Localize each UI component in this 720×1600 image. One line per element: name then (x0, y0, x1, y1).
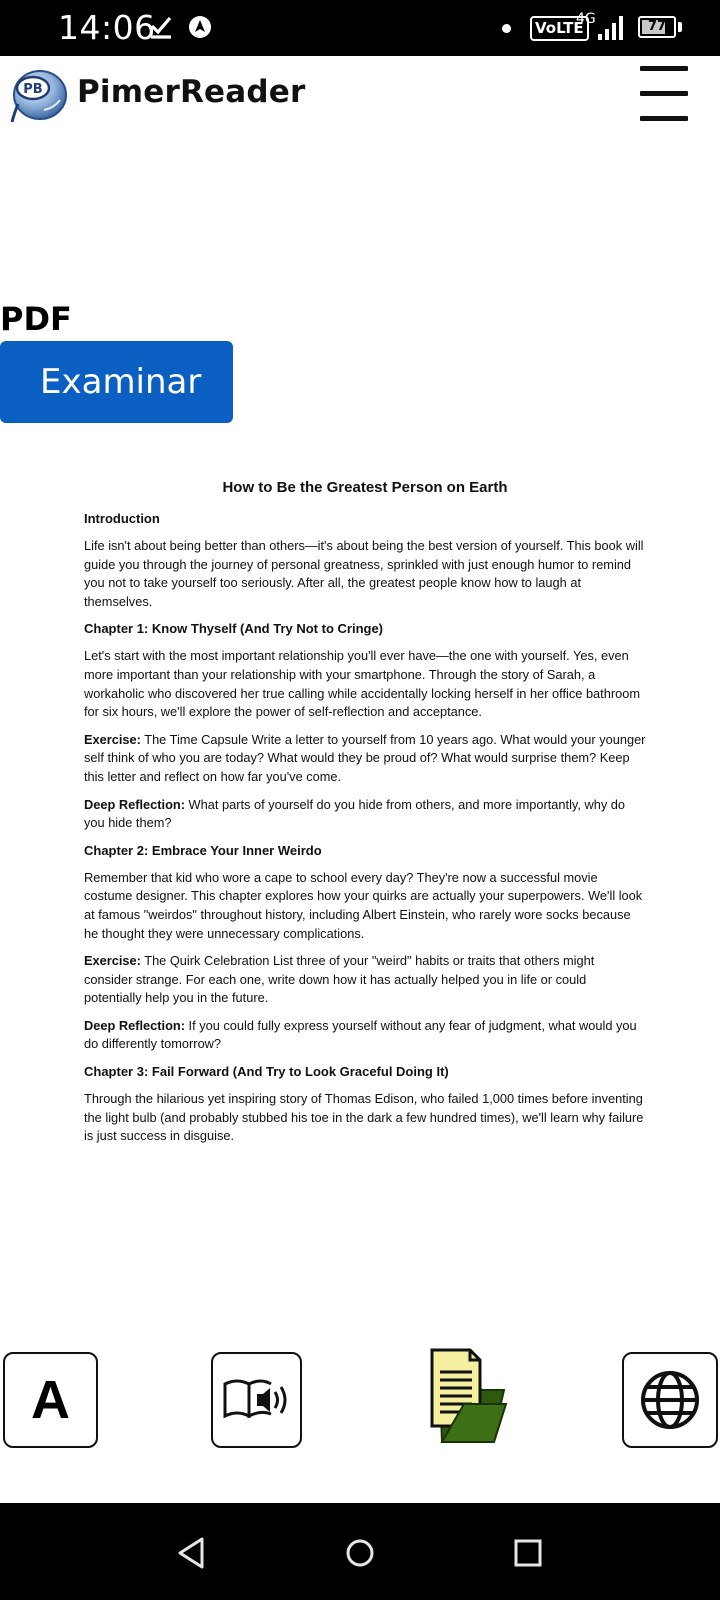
audiobook-icon (213, 1354, 304, 1446)
section-heading: Chapter 1: Know Thyself (And Try Not to Cringe) (84, 621, 384, 637)
paragraph: Life isn't about being better than others—it's about being the best version of yourself. This book will guide you through the journey of personal greatness, sprinkled with just enough humor to remind you not to take yourself too seriously. After all, the greatest people know how to laugh at themselves. (84, 538, 644, 609)
pdf-label: PDF (0, 300, 72, 338)
app-name: PimerReader (77, 74, 306, 110)
battery-level: 77 (647, 19, 667, 34)
battery-cap (678, 22, 682, 32)
battery-icon (638, 16, 676, 38)
exercise-label: Exercise: (84, 953, 141, 969)
system-navigation-bar (0, 1503, 720, 1600)
menu-icon (640, 66, 688, 71)
section-heading: Chapter 3: Fail Forward (And Try to Look Graceful Doing It) (84, 1064, 449, 1080)
back-icon[interactable] (172, 1533, 212, 1573)
notification-dot (502, 24, 511, 33)
status-time: 14:06 (58, 8, 156, 47)
menu-icon-bar (640, 91, 688, 96)
reflection-paragraph (84, 1017, 646, 1054)
menu-icon-bar (640, 116, 688, 121)
exercise-text: The Time Capsule Write a letter to yourself from 10 years ago. What would your younger self think of who you are today? What would they be proud of? What would surprise them? Keep this letter and reflect on how far you've come. (84, 731, 646, 784)
paragraph: Through the hilarious yet inspiring story of Thomas Edison, who failed 1,000 times before inventing the light bulb (and probably stubbed his toe in the dark a few hundred times), we'll learn why failure is just success in disguise. (84, 1091, 644, 1144)
reflection-text: What parts of yourself do you hide from others, and more importantly, why do you hide them? (84, 796, 626, 831)
font-icon: A (31, 1370, 70, 1430)
reflection-label: Deep Reflection: (84, 1017, 185, 1033)
browse-button[interactable]: Examinar (0, 341, 233, 423)
paragraph: Let's start with the most important relationship you'll ever have—the one with yourself. Yes, even more important than your relationship with your smartphone. Through the story of Sarah, a workaholic who discovered her true calling while accidentally locking herself in her office bathroom for six hours, we'll explore the power of self-reflection and acceptance. (84, 648, 641, 720)
navigation-icon (187, 14, 213, 40)
home-icon[interactable] (340, 1533, 380, 1573)
section-heading: Introduction (84, 511, 160, 526)
download-complete-icon (148, 14, 174, 40)
section-heading: Chapter 2: Embrace Your Inner Weirdo (84, 842, 322, 858)
exercise-paragraph (84, 952, 646, 1008)
document-title: How to Be the Greatest Person on Earth (222, 479, 508, 496)
read-aloud-button[interactable] (211, 1352, 302, 1448)
paragraph: Remember that kid who wore a cape to school every day? They're now a successful movie costume designer. This chapter explores how your quirks are actually your superpowers. We'll look at famous "weirdos" throughout history, including Albert Einstein, who rarely wore socks because he thought they were unnecessary complications. (84, 869, 643, 941)
exercise-text: The Quirk Celebration List three of your "weird" habits or traits that others might consider strange. For each one, write down how it has actually helped you in life or could potentially help you in the future. (84, 953, 595, 1006)
app-logo-icon (8, 64, 68, 124)
menu-button[interactable] (636, 62, 692, 126)
exercise-paragraph (84, 731, 646, 787)
reflection-label: Deep Reflection: (84, 796, 185, 812)
status-bar (0, 0, 720, 56)
reflection-text: If you could fully express yourself without any fear of judgment, what would you do differently tomorrow? (84, 1017, 637, 1052)
signal-icon (598, 16, 626, 40)
font-size-button[interactable] (3, 1352, 98, 1448)
logo-text: PB (23, 82, 43, 97)
document-folder-icon (420, 1346, 516, 1450)
document-view (84, 478, 646, 1155)
exercise-label: Exercise: (84, 731, 141, 747)
network-type: 4G (576, 11, 596, 27)
recent-apps-icon[interactable] (508, 1533, 548, 1573)
reflection-paragraph (84, 796, 646, 833)
language-button[interactable] (622, 1352, 718, 1448)
globe-icon (624, 1354, 716, 1446)
documents-button[interactable] (420, 1346, 516, 1450)
volte-indicator: VoLTE (530, 16, 589, 41)
